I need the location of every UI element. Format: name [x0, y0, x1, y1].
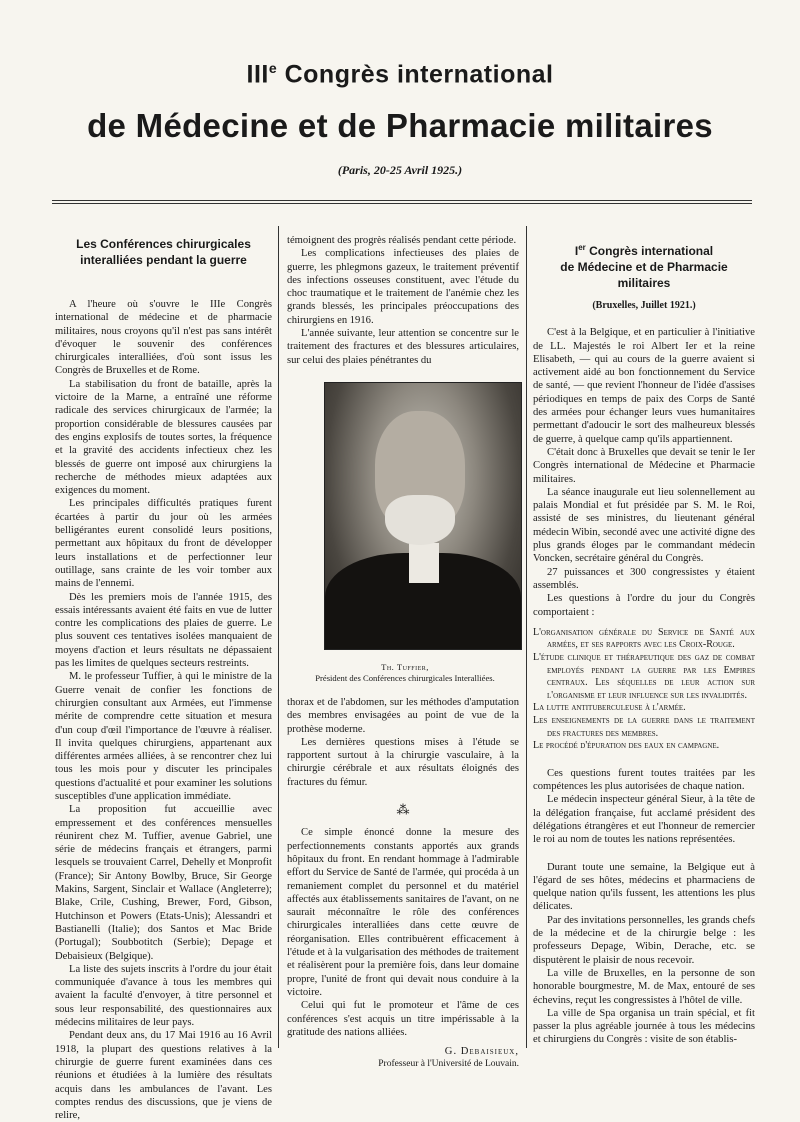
article-paragraph: M. le professeur Tuffier, à qui le ministre de la Guerre venait de confier les fonctions de chirurgien consultant aux Armées, eut l'immense mérite de comprendre cette situation et mesura d'un coup d'œil l'importance de l'œuvre à réaliser. Il invita quelques chirurgiens, appartenant aux différentes armées alliées, à se rencontrer chez lui tous les mois pour y discuter les principales questions d'actualité et pour examiner les solutions susceptibles d'une application immédiate. [55, 671, 272, 802]
header-rule-bottom [52, 203, 752, 204]
left-column [55, 236, 272, 1122]
sidebar-title-line1: Ier Congrès international [574, 243, 714, 258]
agenda-item: La lutte antituberculeuse à l'armée. [533, 702, 686, 714]
article-paragraph: C'était donc à Bruxelles que devait se tenir le Ier Congrès international de Médecine et Pharmacie militaires. [533, 446, 755, 485]
agenda-item: Les enseignements de la guerre dans le traitement des fractures des membres. [533, 714, 755, 739]
signature-name: G. Debaisieux, [444, 1046, 519, 1058]
article-paragraph: Les complications infectieuses des plaies de guerre, les phlegmons gazeux, le traitement préventif des infections osseuses constituent, avec l'étude du choc traumatique et le traitement de l'anémie chez les grands blessés, les principales préoccupations des chirurgiens en 1916. [287, 248, 519, 326]
signature [287, 1045, 519, 1072]
article-paragraph: La proposition fut accueillie avec empressement et des conférences mensuelles réunirent chez M. Tuffier, avenue Gabriel, une série de médecins français et étrangers, parmi lesquels se trouvaient Carrel, Dehelly et Monprofit (France); Sir Antony Bowlby, Bruce, Sir George Makins, Sargent, Sinclair et Wallace (Angleterre); Blake, Crile, Cushing, Brewer, Ford, Gibson, Hutchinson et Powers (Etats-Unis); Alessandri et Bastianelli (Italie); dos Santos et Mac Bride (Portugal); Soubbotitch (Serbie); Depage et Debaisieux (Belgique). [55, 804, 272, 962]
agenda-item: L'étude clinique et thérapeutique des gaz de combat employés pendant la guerre par les Empires centraux. Les séquelles de leur action sur l'organisme et leur influence sur les invalidités. [533, 652, 755, 701]
article-paragraph: C'est à la Belgique, et en particulier à l'initiative de LL. Majestés le roi Albert Ier et la reine Elisabeth, — qui au cours de la guerre avaient si activement aidé au bon fonctionnement du Service de santé, — que revient l'honneur de l'idée d'assises périodiques en temps de paix des Corps de Santé des armées pour échanger leurs vues humanitaires permettant d'adoucir le sort des malheureux blessés de guerre, à quelque camp qu'ils appartiennent. [533, 327, 755, 445]
article-paragraph: L'année suivante, leur attention se concentre sur le traitement des fractures et des blessures articulaires, sur celui des plaies pénétrantes du [287, 328, 519, 366]
article-paragraph: Pendant deux ans, du 17 Mai 1916 au 16 Avril 1918, la plupart des questions relatives à la chirurgie de guerre furent examinées dans ces réunions et étudiées à la lumière des résultats acquis dans les ambulances de l'avant. Les comptes rendus des discussions, que je viens de relire, [55, 1030, 272, 1122]
article-paragraph: La liste des sujets inscrits à l'ordre du jour était communiquée d'avance à tous les membres qui avaient la faculté d'envoyer, à titre personnel et sous leur responsabilité, des questionnaires aux médecins militaires de leur pays. [55, 963, 272, 1029]
article-paragraph: La ville de Bruxelles, en la personne de son honorable bourgmestre, M. de Max, entouré de ses échevins, reçut les congressistes à l'hôtel de ville. [533, 967, 755, 1006]
portrait-caption [290, 662, 520, 684]
right-column [533, 240, 755, 1047]
portrait-photo [324, 382, 522, 650]
sidebar-dates: (Bruxelles, Juillet 1921.) [592, 300, 696, 311]
article-paragraph: Ces questions furent toutes traitées par les compétences les plus autorisées de chaque nation. [533, 767, 755, 793]
article-paragraph: La séance inaugurale eut lieu solennellement au palais Mondial et fut présidée par S. M. le Roi, assisté de ses ministres, du lieutenant général médecin Wibin, secondé avec une activité digne des plus grands éloges par le commandant médecin Voncken, secrétaire général du Congrès. [533, 486, 755, 565]
section-stars: ⁂ [396, 802, 410, 818]
middle-column-top [287, 234, 519, 367]
article-paragraph: Ce simple énoncé donne la mesure des perfectionnements constants apportés aux grands hôpitaux du front. En rendant hommage à l'admirable effort du Service de Santé de l'armée, qui procéda à un remaniement complet du personnel et du matériel affectés aux établissements sanitaires de l'avant, on ne saurait méconnaître le rôle des conférences chirurgicales interalliées dans cette œuvre de réorganisation. Elles contribuèrent efficacement à l'étude et à la vulgarisation des méthodes de traitement et réalisèrent pour la première fois, dans leur domaine propre, l'unité de front qui devait nous conduire à la victoire. [287, 827, 519, 998]
article-paragraph: Les principales difficultés pratiques furent écartées à partir du jour où les armées belligérantes eurent consolidé leurs positions, permettant aux hôpitaux du front de développer leurs installations et de perfectionner leur outillage, sans crainte de les voir tomber aux mains de l'ennemi. [55, 498, 272, 590]
article-paragraph: Les questions à l'ordre du jour du Congrès comportaient : [533, 593, 755, 618]
article-paragraph: Les dernières questions mises à l'étude se rapportent surtout à la chirurgie vasculaire, à la chirurgie cérébrale et aux résultats éloignés des fractures du fémur. [287, 736, 519, 788]
congress-heading-line2: de Médecine et de Pharmacie militaires [87, 107, 713, 144]
column-divider-right [526, 226, 527, 1048]
agenda-item: L'organisation générale du Service de Santé aux armées, et ses rapports avec les Croix-Rouge. [533, 626, 755, 651]
article-paragraph: La stabilisation du front de bataille, après la victoire de la Marne, a entraîné une réforme radicale des services chirurgicaux de l'armée; la proportion considérable de blessures causées par des engins explosifs de toutes sortes, la fréquence et la gravité des accidents infectieux chez les blessés de guerre ont imposé aux chirurgiens la recherche de méthodes mieux adaptées aux exigences du moment. [55, 378, 272, 497]
caption-role: Président des Conférences chirurgicales Interalliées. [315, 673, 495, 683]
article-title: Les Conférences chirurgicales interalliées pendant la guerre [76, 237, 251, 267]
middle-column-bottom [287, 696, 519, 1072]
congress-heading-line1: IIIe Congrès international [246, 60, 554, 89]
congress-dates: (Paris, 20-25 Avril 1925.) [337, 163, 463, 177]
agenda-item: Le procédé d'épuration des eaux en campagne. [533, 740, 720, 752]
article-paragraph: Le médecin inspecteur général Sieur, à la tête de la délégation française, fut acclamé président des délégations étrangères et eut l'honneur de remercier le roi au nom de toutes les nations représentées. [533, 794, 755, 846]
signature-role: Professeur à l'Université de Louvain. [378, 1059, 519, 1070]
article-paragraph: La ville de Spa organisa un train spécial, et fit passer la plus agréable journée à tous les médecins et chirurgiens du Congrès : visite de son établis- [533, 1007, 755, 1046]
article-paragraph: A l'heure où s'ouvre le IIIe Congrès international de médecine et de pharmacie militaires, nous croyons qu'il n'est pas sans intérêt d'évoquer le souvenir des conférences chirurgicales interalliées, d'où sont issus les Congrès de Bruxelles et de Rome. [55, 299, 272, 377]
article-paragraph: 27 puissances et 300 congressistes y étaient assemblés. [533, 566, 755, 591]
sidebar-title-line2: de Médecine et de Pharmacie militaires [560, 260, 728, 290]
article-paragraph: Celui qui fut le promoteur et l'âme de ces conférences s'est acquis un titre impérissable à la gratitude des nations alliées. [287, 1000, 519, 1038]
column-divider-left [278, 226, 279, 1048]
article-paragraph: Dès les premiers mois de l'année 1915, des essais intéressants avaient été faits en vue de lutter contre les complications des plaies de guerre. Le plus souvent ces tentatives isolées manquaient de moyens d'action et leurs résultats ne dépassaient pas les limites de quelques secteurs restreints. [55, 591, 272, 670]
header-rule-top [52, 200, 752, 201]
caption-name: Th. Tuffier, [381, 662, 429, 672]
article-paragraph: Durant toute une semaine, la Belgique eut à l'égard de ses hôtes, médecins et pharmaciens de quelque nation qu'ils fussent, les attentions les plus délicates. [533, 861, 755, 913]
agenda-list [533, 627, 755, 753]
article-paragraph: Par des invitations personnelles, les grands chefs de la médecine et de la chirurgie belge : les professeurs Depage, Wibin, Derache, etc. se disputèrent le plaisir de nous recevoir. [533, 914, 755, 966]
article-paragraph: thorax et de l'abdomen, sur les méthodes d'amputation des membres envisagées au point de vue de la prothèse moderne. [287, 697, 519, 735]
article-paragraph: témoignent des progrès réalisés pendant cette période. [287, 235, 517, 246]
